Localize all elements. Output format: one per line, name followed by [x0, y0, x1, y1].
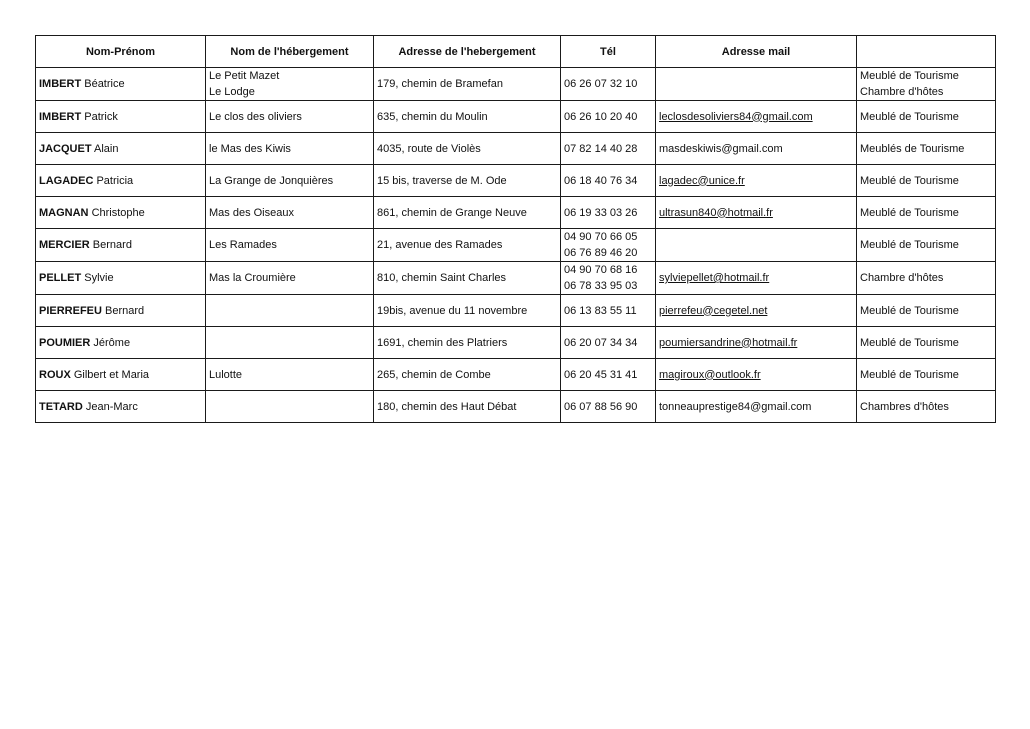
phone-number: 06 26 07 32 10: [564, 78, 638, 90]
surname: POUMIER: [39, 336, 91, 349]
accommodation-type: Chambre d'hôtes: [860, 272, 944, 284]
firstname: Christophe: [91, 206, 145, 219]
phone-number: 04 90 70 66 05: [564, 231, 638, 243]
phone-number: 07 82 14 40 28: [564, 142, 638, 155]
phone-number: 06 20 07 34 34: [564, 336, 638, 349]
cell-address: 19bis, avenue du 11 novembre: [374, 295, 561, 327]
email-link[interactable]: leclosdesoliviers84@gmail.com: [659, 110, 813, 123]
cell-type: [857, 359, 996, 391]
cell-type: [857, 229, 996, 262]
cell-address: 4035, route de Violès: [374, 133, 561, 165]
header-name: Nom-Prénom: [36, 36, 206, 68]
phone-number: 06 26 10 20 40: [564, 110, 638, 123]
accommodation-type: Meublé de Tourisme: [860, 206, 959, 219]
phone-number: 06 07 88 56 90: [564, 400, 638, 413]
cell-phone: [561, 391, 656, 423]
accommodation-type: Meublé de Tourisme: [860, 368, 959, 381]
lodging-name: Mas des Oiseaux: [209, 206, 294, 219]
accommodation-type: Chambres d'hôtes: [860, 400, 949, 413]
cell-email: [656, 229, 857, 262]
cell-address: 810, chemin Saint Charles: [374, 262, 561, 295]
header-email: Adresse mail: [656, 36, 857, 68]
cell-email: [656, 327, 857, 359]
firstname: Béatrice: [84, 78, 125, 90]
email-text: tonneauprestige84@gmail.com: [659, 400, 812, 413]
accommodation-type: Chambre d'hôtes: [860, 86, 944, 98]
cell-phone: [561, 327, 656, 359]
cell-phone: [561, 68, 656, 101]
surname: IMBERT: [39, 110, 82, 123]
firstname: Gilbert et Maria: [73, 368, 150, 381]
cell-name: [36, 133, 206, 165]
email-link[interactable]: pierrefeu@cegetel.net: [659, 304, 768, 317]
cell-lodging: [206, 295, 374, 327]
cell-type: [857, 295, 996, 327]
lodging-name: Lulotte: [209, 368, 243, 381]
header-lodging: Nom de l'hébergement: [206, 36, 374, 68]
cell-phone: [561, 165, 656, 197]
cell-name: [36, 391, 206, 423]
table-row: [36, 327, 996, 359]
table-row: [36, 359, 996, 391]
cell-name: [36, 197, 206, 229]
lodging-name: Le Lodge: [209, 86, 255, 98]
cell-name: [36, 359, 206, 391]
cell-address: 265, chemin de Combe: [374, 359, 561, 391]
cell-email: [656, 197, 857, 229]
phone-number: 06 19 33 03 26: [564, 206, 638, 219]
firstname: Alain: [94, 142, 119, 155]
cell-phone: [561, 197, 656, 229]
email-text: masdeskiwis@gmail.com: [659, 142, 783, 155]
firstname: Patrick: [84, 110, 118, 123]
cell-type: [857, 197, 996, 229]
cell-lodging: [206, 133, 374, 165]
cell-address: 15 bis, traverse de M. Ode: [374, 165, 561, 197]
cell-type: [857, 165, 996, 197]
cell-lodging: [206, 359, 374, 391]
table-row: [36, 391, 996, 423]
cell-email: [656, 391, 857, 423]
surname: MERCIER: [39, 239, 90, 251]
cell-phone: [561, 262, 656, 295]
surname: ROUX: [39, 368, 71, 381]
phone-number: 06 78 33 95 03: [564, 280, 638, 292]
firstname: Bernard: [105, 304, 145, 317]
accommodation-table: [35, 35, 996, 423]
cell-name: [36, 327, 206, 359]
cell-type: [857, 391, 996, 423]
surname: IMBERT: [39, 78, 82, 90]
table-row: [36, 101, 996, 133]
email-link[interactable]: lagadec@unice.fr: [659, 174, 745, 187]
cell-email: [656, 165, 857, 197]
cell-address: 635, chemin du Moulin: [374, 101, 561, 133]
surname: LAGADEC: [39, 174, 94, 187]
header-row: [36, 36, 996, 68]
lodging-name: Les Ramades: [209, 239, 277, 251]
lodging-name: Le clos des oliviers: [209, 110, 302, 123]
cell-address: 180, chemin des Haut Débat: [374, 391, 561, 423]
accommodation-type: Meublé de Tourisme: [860, 174, 959, 187]
cell-name: [36, 295, 206, 327]
table-row: [36, 295, 996, 327]
table-body: [36, 68, 996, 423]
email-link[interactable]: magiroux@outlook.fr: [659, 368, 761, 381]
table-row: [36, 133, 996, 165]
accommodation-type: Meublés de Tourisme: [860, 142, 965, 155]
header-address: Adresse de l'hebergement: [374, 36, 561, 68]
cell-lodging: [206, 101, 374, 133]
accommodation-type: Meublé de Tourisme: [860, 239, 959, 251]
cell-address: 21, avenue des Ramades: [374, 229, 561, 262]
cell-phone: [561, 229, 656, 262]
phone-number: 06 76 89 46 20: [564, 247, 638, 259]
cell-lodging: [206, 165, 374, 197]
cell-lodging: [206, 262, 374, 295]
firstname: Bernard: [92, 239, 132, 251]
phone-number: 06 13 83 55 11: [564, 304, 637, 317]
cell-email: [656, 262, 857, 295]
lodging-name: Mas la Croumière: [209, 272, 296, 284]
cell-lodging: [206, 229, 374, 262]
cell-email: [656, 295, 857, 327]
phone-number: 06 18 40 76 34: [564, 174, 638, 187]
cell-type: [857, 101, 996, 133]
accommodation-type: Meublé de Tourisme: [860, 304, 959, 317]
lodging-name: le Mas des Kiwis: [209, 142, 291, 155]
firstname: Patricia: [96, 174, 134, 187]
email-link[interactable]: sylviepellet@hotmail.fr: [659, 272, 770, 284]
cell-type: [857, 68, 996, 101]
header-type: [857, 36, 996, 68]
cell-type: [857, 262, 996, 295]
cell-address: 1691, chemin des Platriers: [374, 327, 561, 359]
cell-type: [857, 327, 996, 359]
email-link[interactable]: ultrasun840@hotmail.fr: [659, 206, 773, 219]
table-row: [36, 229, 996, 262]
accommodation-type: Meublé de Tourisme: [860, 70, 959, 82]
cell-lodging: [206, 68, 374, 101]
cell-phone: [561, 101, 656, 133]
firstname: Jérôme: [93, 336, 131, 349]
cell-name: [36, 68, 206, 101]
header-phone: Tél: [561, 36, 656, 68]
cell-phone: [561, 359, 656, 391]
cell-name: [36, 165, 206, 197]
cell-email: [656, 101, 857, 133]
cell-lodging: [206, 327, 374, 359]
surname: PELLET: [39, 272, 82, 284]
surname: TETARD: [39, 400, 83, 413]
firstname: Sylvie: [84, 272, 114, 284]
cell-email: [656, 359, 857, 391]
cell-name: [36, 229, 206, 262]
accommodation-type: Meublé de Tourisme: [860, 110, 959, 123]
table-row: [36, 165, 996, 197]
cell-address: 861, chemin de Grange Neuve: [374, 197, 561, 229]
cell-phone: [561, 133, 656, 165]
cell-name: [36, 101, 206, 133]
cell-address: 179, chemin de Bramefan: [374, 68, 561, 101]
table-row: [36, 68, 996, 101]
lodging-name: Le Petit Mazet: [209, 70, 280, 82]
lodging-name: La Grange de Jonquières: [209, 174, 334, 187]
cell-name: [36, 262, 206, 295]
email-link[interactable]: poumiersandrine@hotmail.fr: [659, 336, 798, 349]
cell-email: [656, 68, 857, 101]
cell-phone: [561, 295, 656, 327]
accommodation-type: Meublé de Tourisme: [860, 336, 959, 349]
surname: MAGNAN: [39, 206, 89, 219]
cell-email: [656, 133, 857, 165]
cell-lodging: [206, 391, 374, 423]
firstname: Jean-Marc: [85, 400, 138, 413]
table-row: [36, 262, 996, 295]
cell-type: [857, 133, 996, 165]
phone-number: 06 20 45 31 41: [564, 368, 638, 381]
cell-lodging: [206, 197, 374, 229]
phone-number: 04 90 70 68 16: [564, 264, 638, 276]
surname: JACQUET: [39, 142, 92, 155]
surname: PIERREFEU: [39, 304, 102, 317]
table-row: [36, 197, 996, 229]
